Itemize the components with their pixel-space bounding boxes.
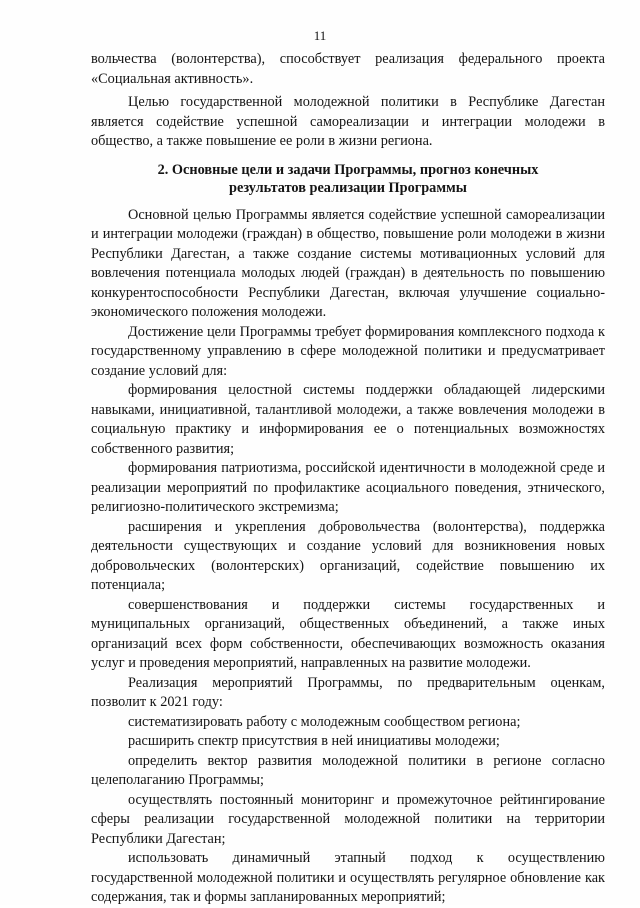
- paragraph: Основной целью Программы является содействие успешной самореализации и интеграции молодежи (граждан) в общество, повышение роли молодежи в жизни Республики Дагестан, а также создание системы мотивационных условий для вовлечения потенциала молодых людей (граждан) в деятельность по повышению конкурентоспособности Республики Дагестан, включая улучшение социально-экономического положения молодежи.: [91, 206, 605, 320]
- list-item: расширить спектр присутствия в ней инициативы молодежи;: [128, 733, 500, 749]
- section-heading: [91, 161, 605, 198]
- section-heading-line: результатов реализации Программы: [229, 180, 467, 196]
- paragraph: Реализация мероприятий Программы, по предварительным оценкам, позволит к 2021 году:: [91, 674, 605, 710]
- list-item: формирования патриотизма, российской идентичности в молодежной среде и реализации мероприятий по профилактике асоциального поведения, этнического, религиозно-политического экстремизма;: [91, 460, 605, 515]
- document-body: [91, 50, 605, 908]
- list-item: определить вектор развития молодежной политики в регионе согласно целеполаганию Программы;: [91, 752, 605, 788]
- list-item: формирования целостной системы поддержки обладающей лидерскими навыками, инициативной, талантливой молодежи, а также вовлечения молодежи в социальную практику и информирования ее о потенциальных возможностях собственного развития;: [91, 382, 605, 457]
- list-item: расширения и укрепления добровольчества (волонтерства), поддержка деятельности существующих и создание условий для возникновения новых добровольческих (волонтерских) организаций, содействие повышению их потенциала;: [91, 518, 605, 593]
- list-item: использовать динамичный этапный подход к осуществлению государственной молодежной политики и осуществлять регулярное обновление как содержания, так и формы запланированных мероприятий;: [91, 850, 605, 905]
- list-item: систематизировать работу с молодежным сообществом региона;: [128, 713, 521, 730]
- section-heading-line: 2. Основные цели и задачи Программы, прогноз конечных: [157, 161, 539, 178]
- list-item: совершенствования и поддержки системы государственных и муниципальных организаций, общественных объединений, а также иных организаций всех форм собственности, обеспечивающих возможность оказания услуг и проведения мероприятий, направленных на развитие молодежи.: [91, 596, 605, 671]
- paragraph: Достижение цели Программы требует формирования комплексного подхода к государственному управлению в сфере молодежной политики и предусматривает создание условий для:: [91, 323, 605, 379]
- paragraph: вольчества (волонтерства), способствует реализация федерального проекта «Социальная активность».: [91, 51, 605, 87]
- page-number: 11: [313, 28, 327, 43]
- paragraph: Целью государственной молодежной политики в Республике Дагестан является содействие успешной самореализации и интеграции молодежи в общество, а также повышение ее роли в жизни региона.: [91, 94, 605, 149]
- list-item: осуществлять постоянный мониторинг и промежуточное рейтингирование сферы реализации государственной молодежной политики на территории Республики Дагестан;: [91, 791, 605, 847]
